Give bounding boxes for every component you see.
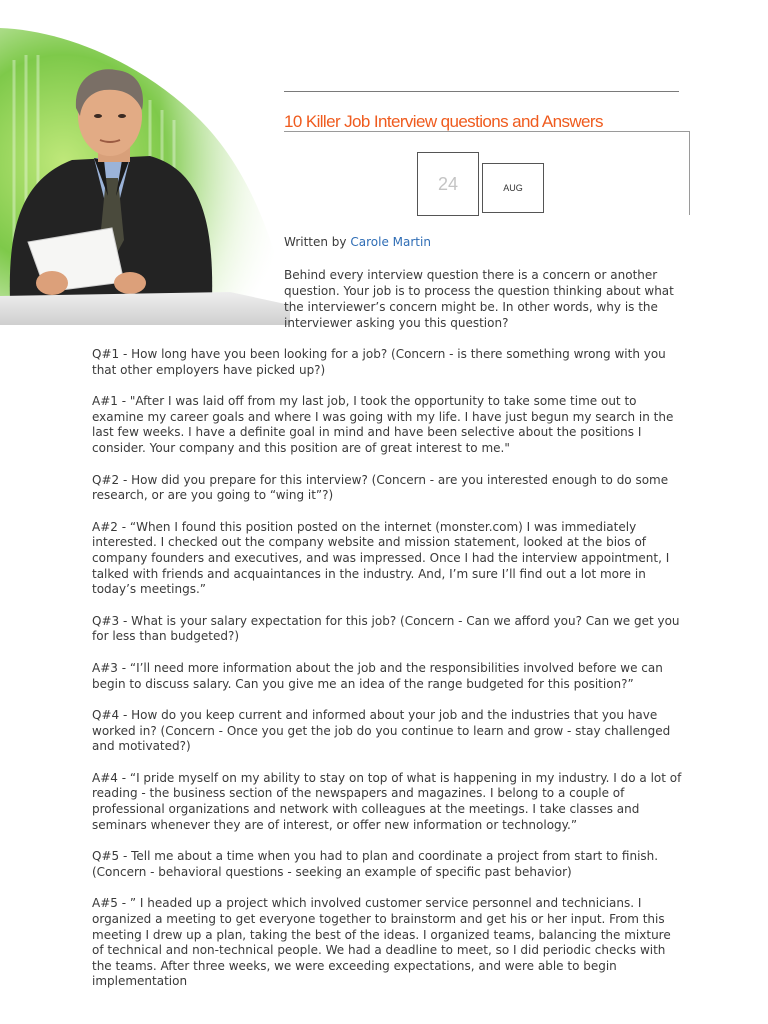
answer-2: A#2 - “When I found this position posted on the internet (monster.com) I was immediately interested. I checked out the company website and mission statement, looked at the bios of company founders and executives, and was impressed. Once I had the interview appointment, I talked with friends and acquaintances in the industry. And, I’m sure I’ll find out a lot more in today’s meetings.” (92, 519, 670, 597)
top-rule (284, 91, 679, 92)
question-1: Q#1 - How long have you been looking for a job? (Concern - is there something wrong with you that other employers have picked up?) (92, 347, 666, 377)
byline-label: Written by (284, 235, 347, 249)
article-title: 10 Killer Job Interview questions and Answers (284, 112, 603, 131)
qa-content (92, 347, 684, 1006)
title-underline (284, 131, 690, 132)
byline (284, 234, 431, 250)
date-day-box (417, 152, 479, 216)
author-link[interactable]: Carole Martin (350, 235, 431, 249)
answer-5: A#5 - ” I headed up a project which involved customer service personnel and technicians. I organized a meeting to get everyone together to brainstorm and get his or her input. From this meeting I drew up a plan, taking the best of the ideas. I organized teams, balancing the mixture of technical and non-technical people. We had a deadline to meet, so I did periodic checks with the teams. After three weeks, we were exceeding expectations, and were able to begin implementation (92, 896, 671, 989)
date-month: AUG (503, 183, 523, 193)
businessman-photo (0, 0, 290, 325)
intro-paragraph: Behind every interview question there is a concern or another question. Your job is to process the question thinking about what the interviewer’s concern might be. In other words, why is the interviewer asking you this question? (284, 268, 674, 330)
answer-3: A#3 - “I’ll need more information about the job and the responsibilities involved before we can begin to discuss salary. Can you give me an idea of the range budgeted for this position?” (92, 660, 663, 691)
question-4: Q#4 - How do you keep current and informed about your job and the industries that you have worked in? (Concern - Once you get the job do you continue to learn and grow - stay challenged and motivated?) (92, 708, 671, 754)
question-2: Q#2 - How did you prepare for this interview? (Concern - are you interested enough to do some research, or are you going to “wing it”?) (92, 472, 669, 503)
answer-4: A#4 - “I pride myself on my ability to stay on top of what is happening in my industry. I do a lot of reading - the business section of the newspapers and magazines. I belong to a couple of professional organizations and network with colleagues at the meetings. I take classes and seminars whenever they are of interest, or offer new information or technology.” (92, 770, 682, 832)
title-side-rule (689, 131, 690, 215)
question-3: Q#3 - What is your salary expectation for this job? (Concern - Can we afford you? Can we get you for less than budgeted?) (92, 613, 680, 644)
date-day: 24 (437, 173, 459, 194)
date-month-box (482, 163, 544, 213)
question-5: Q#5 - Tell me about a time when you had to plan and coordinate a project from start to finish. (Concern - behavioral questions - seeking an example of specific past behavior) (92, 849, 659, 879)
answer-1: A#1 - "After I was laid off from my last job, I took the opportunity to take some time out to examine my career goals and where I was going with my life. I have just begun my search in the last few weeks. I have a definite goal in mind and have been selective about the positions I consider. Your company and this position are of great interest to me." (92, 394, 674, 455)
